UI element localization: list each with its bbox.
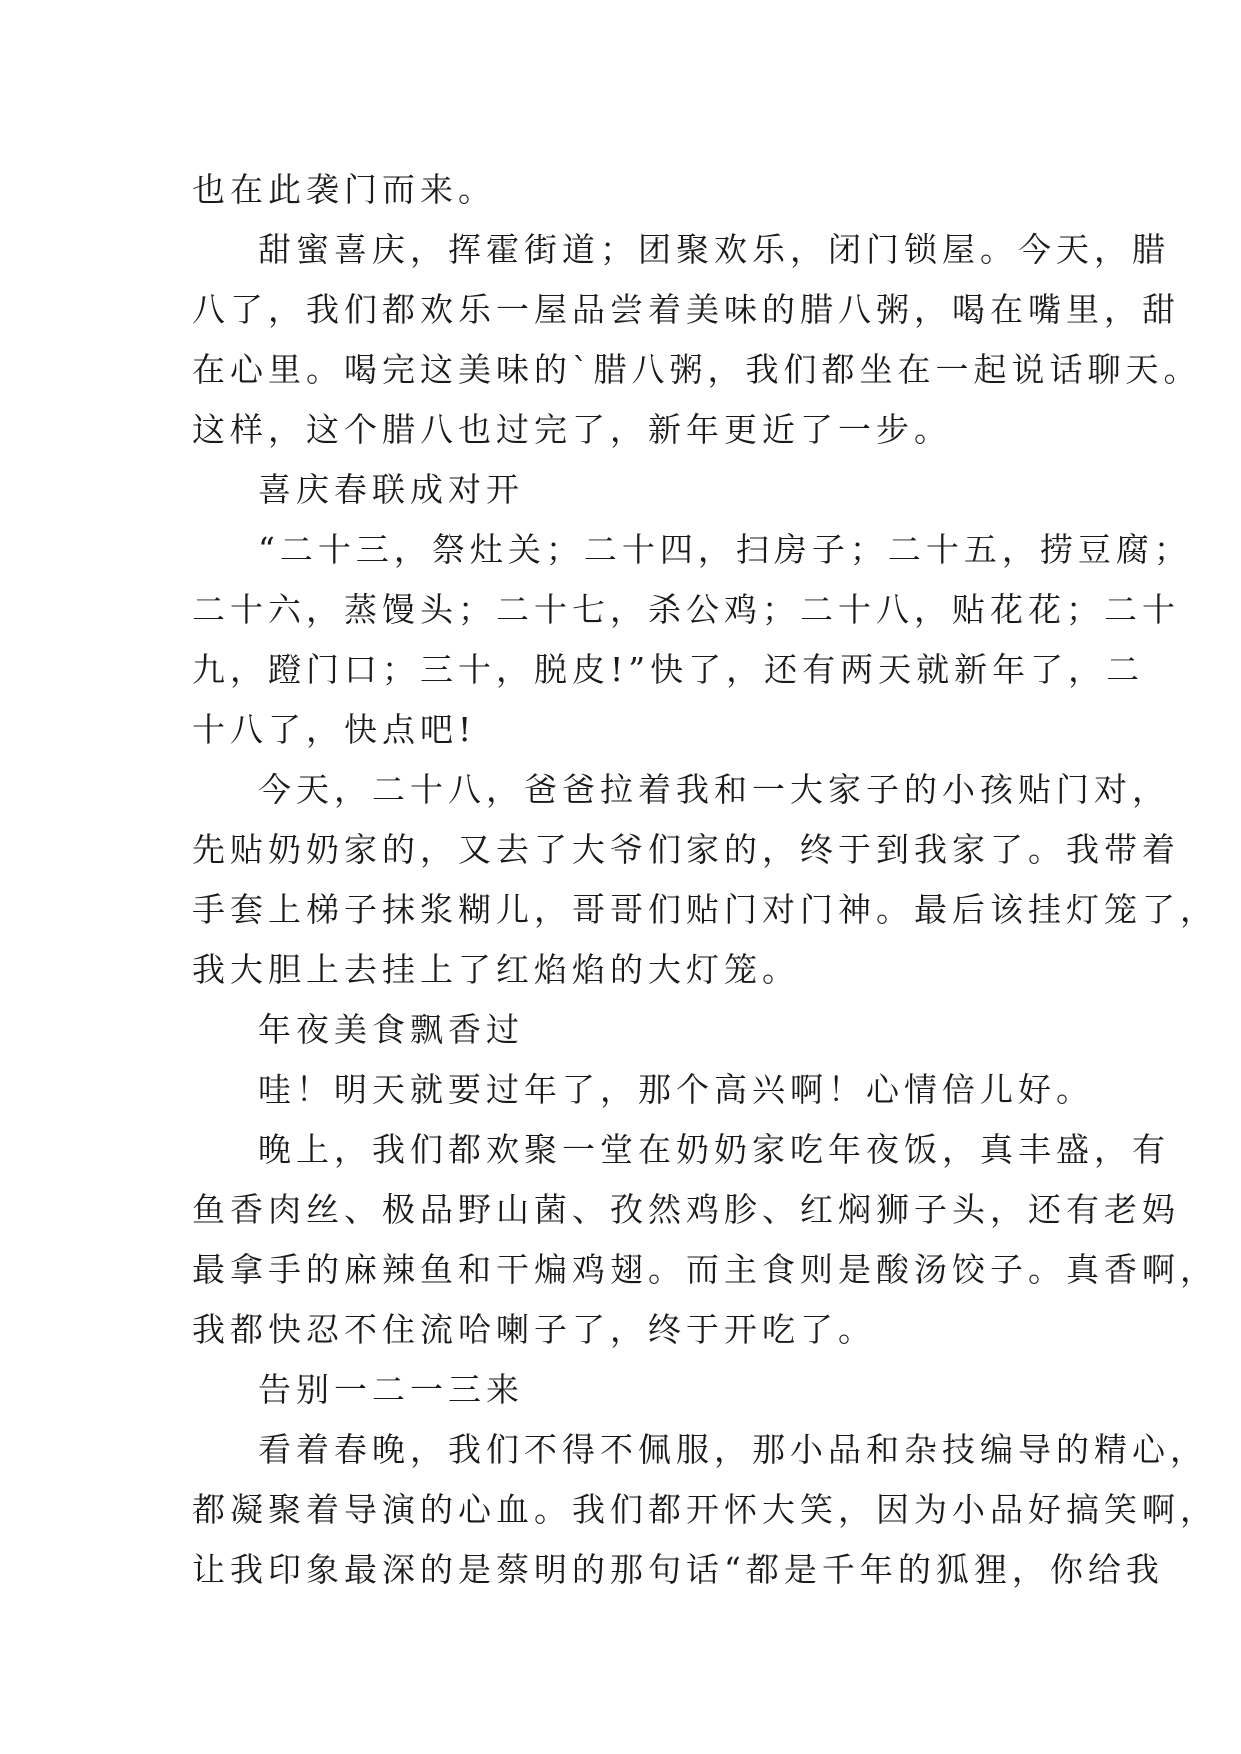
text-line: 鱼香肉丝、极品野山菌、孜然鸡胗、红焖狮子头，还有老妈 xyxy=(192,1190,1180,1229)
text-line: 今天，二十八，爸爸拉着我和一大家子的小孩贴门对， xyxy=(258,770,1170,809)
text-line: 在心里。喝完这美味的`腊八粥，我们都坐在一起说话聊天。 xyxy=(192,350,1202,389)
text-line: 最拿手的麻辣鱼和干煸鸡翅。而主食则是酸汤饺子。真香啊， xyxy=(192,1250,1218,1289)
document-body xyxy=(192,160,1218,1600)
text-line: 先贴奶奶家的，又去了大爷们家的，终于到我家了。我带着 xyxy=(192,830,1180,869)
section-heading: 喜庆春联成对开 xyxy=(258,470,524,509)
text-line: 八了，我们都欢乐一屋品尝着美味的腊八粥，喝在嘴里，甜 xyxy=(192,290,1180,329)
text-line: 看着春晚，我们不得不佩服，那小品和杂技编导的精心， xyxy=(258,1430,1208,1469)
section-heading: 年夜美食飘香过 xyxy=(258,1010,524,1049)
section-heading: 告别一二一三来 xyxy=(258,1370,524,1409)
text-line: 都凝聚着导演的心血。我们都开怀大笑，因为小品好搞笑啊， xyxy=(192,1490,1218,1529)
text-line: 甜蜜喜庆，挥霍街道；团聚欢乐，闭门锁屋。今天，腊 xyxy=(258,230,1170,269)
text-line: 哇！明天就要过年了，那个高兴啊！心情倍儿好。 xyxy=(258,1070,1094,1109)
text-line: 也在此袭门而来。 xyxy=(192,170,496,209)
text-line: 十八了，快点吧! xyxy=(192,710,477,749)
text-line: 让我印象最深的是蔡明的那句话“都是千年的狐狸，你给我 xyxy=(192,1550,1164,1589)
text-line: 二十六，蒸馒头；二十七，杀公鸡；二十八，贴花花；二十 xyxy=(192,590,1180,629)
text-line: 这样，这个腊八也过完了，新年更近了一步。 xyxy=(192,410,952,449)
text-line: 九，蹬门口；三十，脱皮!”快了，还有两天就新年了，二 xyxy=(192,650,1145,689)
text-line: 我大胆上去挂上了红焰焰的大灯笼。 xyxy=(192,950,800,989)
text-line: 晚上，我们都欢聚一堂在奶奶家吃年夜饭，真丰盛，有 xyxy=(258,1130,1170,1169)
text-line: 手套上梯子抹浆糊儿，哥哥们贴门对门神。最后该挂灯笼了， xyxy=(192,890,1218,929)
text-line: 我都快忍不住流哈喇子了，终于开吃了。 xyxy=(192,1310,876,1349)
text-line: “二十三，祭灶关；二十四，扫房子；二十五，捞豆腐； xyxy=(258,530,1192,569)
